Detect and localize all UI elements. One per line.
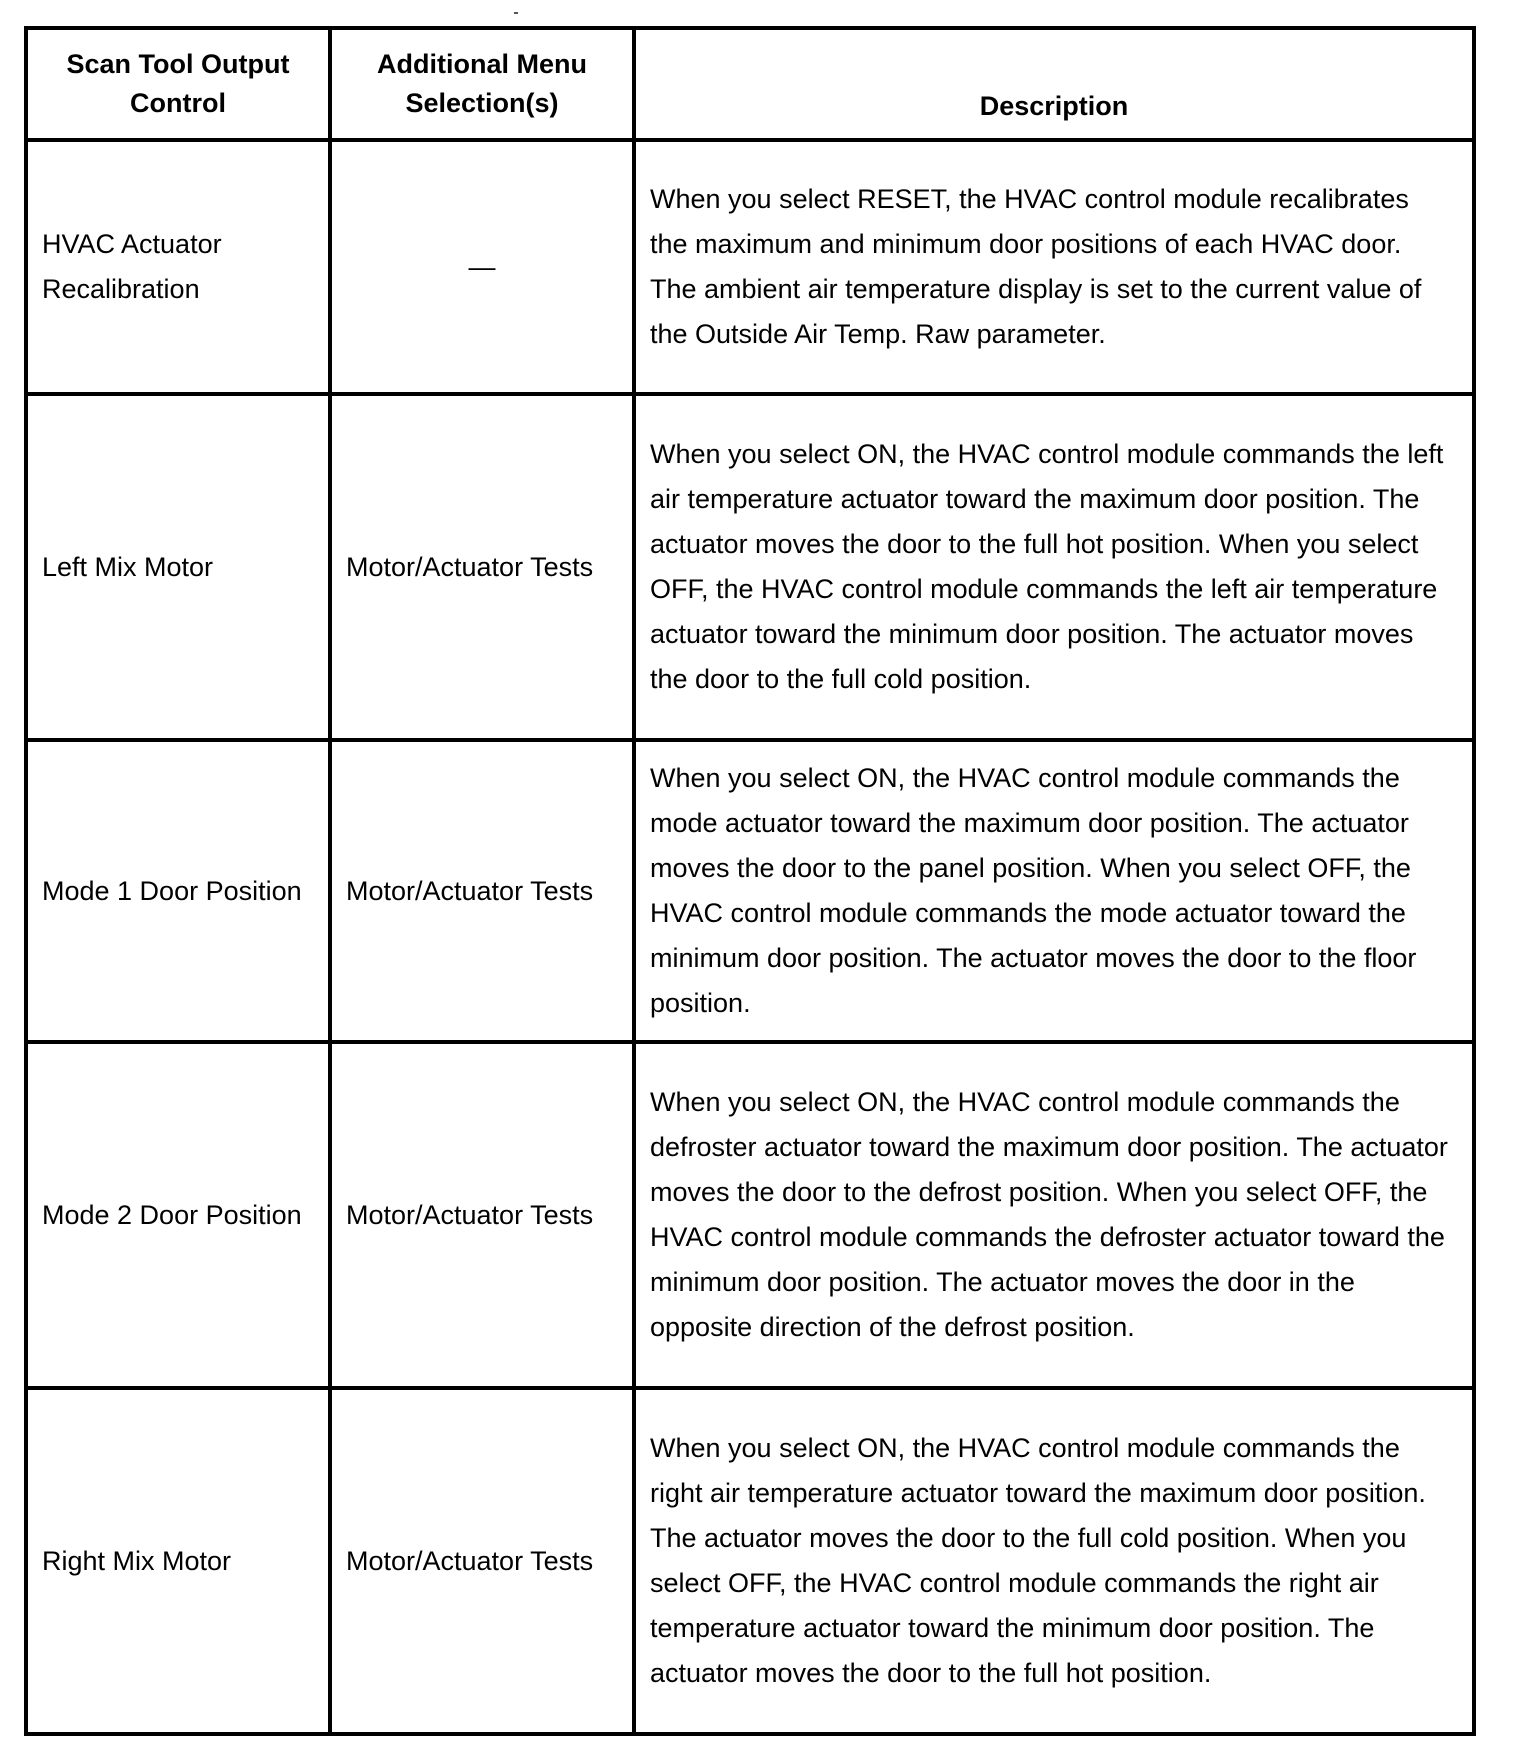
description-cell: When you select ON, the HVAC control module commands the right air temperature actuator toward the maximum door position. The actuator moves the door to the full cold position. When you select OFF, the HVAC control module commands the right air temperature actuator toward the minimum door position. The actuator moves the door to the full hot position. (634, 1388, 1474, 1734)
description-cell: When you select ON, the HVAC control module commands the defroster actuator toward the maximum door position. The actuator moves the door to the defrost position. When you select OFF, the HVAC control module commands the defroster actuator toward the minimum door position. The actuator moves the door in the opposite direction of the defrost position. (634, 1042, 1474, 1388)
description-cell: When you select RESET, the HVAC control module recalibrates the maximum and minimum door positions of each HVAC door. The ambient air temperature display is set to the current value of the Outside Air Temp. Raw parameter. (634, 140, 1474, 394)
menu-cell: Motor/Actuator Tests (330, 740, 634, 1042)
control-cell: Mode 2 Door Position (26, 1042, 330, 1388)
table-row (26, 140, 1474, 394)
table-row (26, 740, 1474, 1042)
menu-cell: Motor/Actuator Tests (330, 1042, 634, 1388)
table-row (26, 394, 1474, 740)
menu-cell: — (330, 140, 634, 394)
menu-cell: Motor/Actuator Tests (330, 394, 634, 740)
header-description: Description (634, 28, 1474, 140)
description-cell: When you select ON, the HVAC control module commands the mode actuator toward the maximum door position. The actuator moves the door to the panel position. When you select OFF, the HVAC control module commands the mode actuator toward the minimum door position. The actuator moves the door to the floor position. (634, 740, 1474, 1042)
stray-mark (514, 12, 518, 14)
control-cell: Mode 1 Door Position (26, 740, 330, 1042)
header-menu: Additional Menu Selection(s) (330, 28, 634, 140)
control-cell: Left Mix Motor (26, 394, 330, 740)
table-header-row (26, 28, 1474, 140)
table-row (26, 1388, 1474, 1734)
control-cell: Right Mix Motor (26, 1388, 330, 1734)
menu-cell: Motor/Actuator Tests (330, 1388, 634, 1734)
description-cell: When you select ON, the HVAC control module commands the left air temperature actuator toward the maximum door position. The actuator moves the door to the full hot position. When you select OFF, the HVAC control module commands the left air temperature actuator toward the minimum door position. The actuator moves the door to the full cold position. (634, 394, 1474, 740)
table-row (26, 1042, 1474, 1388)
header-control: Scan Tool Output Control (26, 28, 330, 140)
output-control-table (24, 26, 1476, 1736)
control-cell: HVAC Actuator Recalibration (26, 140, 330, 394)
